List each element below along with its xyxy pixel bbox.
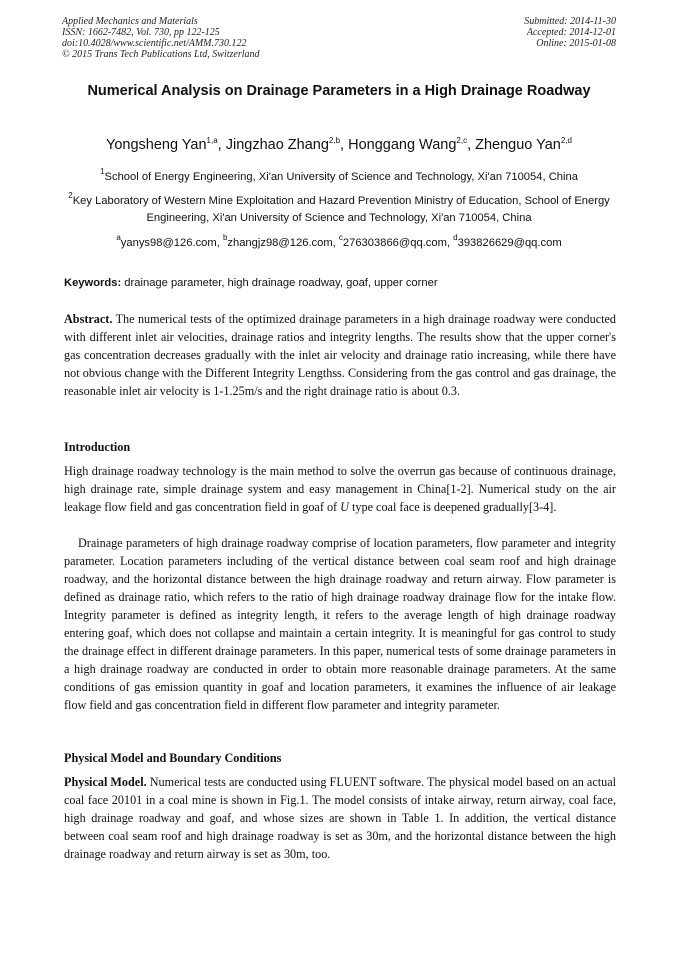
journal-copyright: © 2015 Trans Tech Publications Ltd, Switzerland	[62, 49, 260, 60]
author-list	[30, 136, 648, 154]
physical-model-heading: Physical Model and Boundary Conditions	[64, 751, 282, 765]
keywords	[64, 275, 616, 292]
email: $^b$zhangjz98@126.com,	[222, 233, 339, 249]
affiliation-1: $^1$School of Energy Engineering, Xi'an University of Science and Technology, Xi'an 710054, China	[100, 167, 578, 183]
email: $^c$276303866@qq.com,	[338, 233, 454, 249]
paper-title: Numerical Analysis on Drainage Parameters in a High Drainage Roadway	[87, 83, 591, 99]
abstract-text: The numerical tests of the optimized drainage parameters in a high drainage roadway were conducted with different inlet air velocities, drainage ratios and integrity lengths. The results show that the upper corner's gas concentration decreases gradually with the inlet air velocity and drainage ratio increasing, while there have not obvious change with the Different Integrity Lengthss. Considering from the gas control and gas drainage, the reasonable inlet air velocity is 1-1.25m/s and the right drainage ratio is about 0.3.	[64, 312, 616, 398]
physical-model-paragraph	[64, 773, 616, 863]
journal-issn: ISSN: 1662-7482, Vol. 730, pp 122-125	[62, 27, 220, 38]
date-header	[524, 16, 616, 49]
email: $^d$393826629@qq.com	[453, 233, 562, 249]
author: Zhenguo Yan$^{2,d}$	[475, 136, 572, 153]
abstract-label: Abstract.	[64, 312, 113, 326]
author: Jingzhao Zhang$^{2,b}$,	[225, 136, 349, 153]
introduction-heading: Introduction	[64, 440, 131, 454]
physical-model-label: Physical Model.	[64, 775, 147, 789]
affiliation-2: $^2$Key Laboratory of Western Mine Exploitation and Hazard Prevention Ministry of Education, School of Energy Engineering, Xi'an University of Science and Technology, Xi'an 710054, China	[68, 191, 610, 224]
physical-model-text: Numerical tests are conducted using FLUENT software. The physical model based on an actual coal face 20101 in a coal mine is shown in Fig.1. The model consists of intake airway, return airway, coal face, high drainage roadway and goaf, and whose sizes are shown in Table 1. In addition, the vertical distance between coal seam roof and high drainage roadway is set as 30m, and the horizontal distance between the high drainage roadway and return airway is set as 30m, too.	[64, 775, 617, 861]
author-emails	[62, 235, 616, 252]
journal-header	[62, 16, 260, 60]
email: $^a$yanys98@126.com,	[116, 233, 223, 249]
keywords-text: drainage parameter, high drainage roadway, goaf, upper corner	[121, 277, 438, 289]
accepted-date: Accepted: 2014-12-01	[526, 27, 616, 38]
keywords-label: Keywords:	[64, 277, 122, 289]
journal-doi: doi:10.4028/www.scientific.net/AMM.730.122	[62, 38, 247, 49]
introduction-paragraph-2: Drainage parameters of high drainage roadway comprise of location parameters, flow parameter and integrity parameter. Location parameters including of the vertical distance between coal seam roof and high drainage roadway, and the horizontal distance between the high drainage roadway and return airway. Flow parameter is defined as drainage ratio, which refers to the ratio of high drainage roadway drainage flow for the intake flow. Integrity parameter is defined as integrity length, it refers to the average length of high drainage roadway entering goaf, which does not collapse and maintain a certain integrity. It is meaningful for gas control to study the drainage effect in different drainage parameters. In this paper, numerical tests of some drainage parameters in a high drainage roadway are conducted in order to obtain more reasonable drainage parameters. At the same conditions of gas emission quantity in goaf and location parameters, it examines the influence of air leakage flow field and gas concentration field in different flow parameter and integrity parameter.	[64, 536, 616, 712]
author: Honggang Wang$^{2,c}$,	[348, 136, 476, 153]
submitted-date: Submitted: 2014-11-30	[524, 16, 616, 27]
introduction-paragraph-1: High drainage roadway technology is the main method to solve the overrun gas because of continuous drainage, high drainage rate, simple drainage system and easy management in China[1-2]. Numerical study on the air leakage flow field and gas concentration field in goaf of U type coal face is deepened gradually[3-4].	[64, 464, 616, 514]
abstract	[64, 310, 616, 400]
online-date: Online: 2015-01-08	[536, 38, 616, 49]
journal-name: Applied Mechanics and Materials	[62, 16, 198, 27]
author: Yongsheng Yan$^{1,a}$,	[106, 136, 226, 153]
